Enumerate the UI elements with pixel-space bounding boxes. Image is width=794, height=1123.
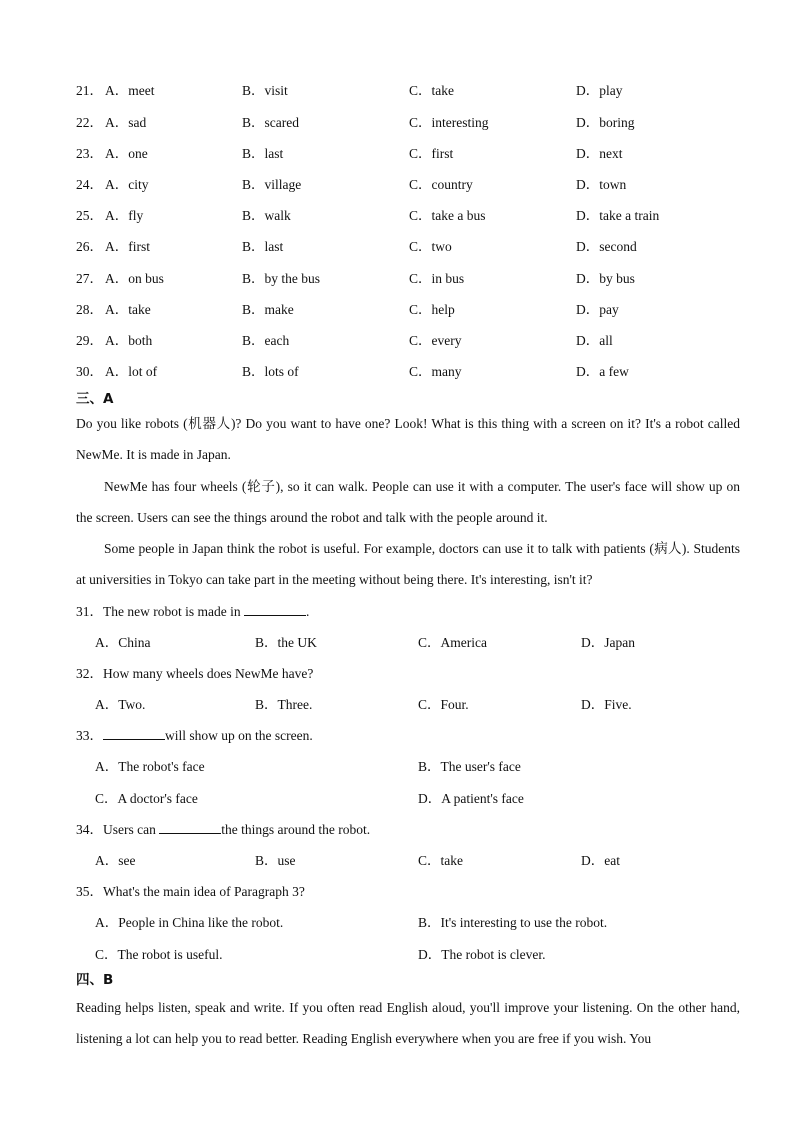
option-row xyxy=(76,237,756,257)
option-c[interactable]: C．A doctor's face xyxy=(95,791,198,806)
question-31 xyxy=(76,602,309,622)
question-32-options xyxy=(95,695,735,715)
question-number: 22． xyxy=(76,115,103,130)
question-33 xyxy=(76,726,313,746)
option-c[interactable]: C．take a bus xyxy=(409,208,486,223)
option-b[interactable]: B．by the bus xyxy=(242,271,321,286)
option-d[interactable]: D．all xyxy=(576,333,613,348)
option-d[interactable]: D．A patient's face xyxy=(418,791,524,806)
question-35-options-row-2 xyxy=(95,945,735,965)
option-a[interactable]: A．sad xyxy=(105,115,147,130)
option-c[interactable]: C．in bus xyxy=(409,271,465,286)
option-a[interactable]: A．see xyxy=(95,853,136,868)
option-b[interactable]: B．make xyxy=(242,302,294,317)
option-d[interactable]: D．pay xyxy=(576,302,619,317)
option-d[interactable]: D．boring xyxy=(576,115,635,130)
option-b[interactable]: B．lots of xyxy=(242,364,299,379)
option-a[interactable]: A．China xyxy=(95,635,151,650)
option-b[interactable]: B．visit xyxy=(242,83,288,98)
option-c[interactable]: C．help xyxy=(409,302,455,317)
option-c[interactable]: C．interesting xyxy=(409,115,489,130)
option-row xyxy=(76,144,756,164)
option-c[interactable]: C．America xyxy=(418,635,487,650)
option-a[interactable]: A．fly xyxy=(105,208,144,223)
option-row xyxy=(76,113,756,133)
section-title-4: 四、B xyxy=(76,972,114,988)
option-b[interactable]: B．last xyxy=(242,146,284,161)
question-number: 29． xyxy=(76,333,103,348)
question-number: 21． xyxy=(76,83,103,98)
passage-paragraph-3: Some people in Japan think the robot is useful. For example, doctors can use it to talk with patients (病人). Students at universities in Tokyo can take part in the meeting without being there. It's interesting, isn't it? xyxy=(76,541,740,587)
option-a[interactable]: A．Two. xyxy=(95,697,146,712)
option-d[interactable]: D．take a train xyxy=(576,208,660,223)
option-a[interactable]: A．on bus xyxy=(105,271,164,286)
option-c[interactable]: C．take xyxy=(409,83,454,98)
option-a[interactable]: A．first xyxy=(105,239,150,254)
option-b[interactable]: B．use xyxy=(255,853,296,868)
option-a[interactable]: A．one xyxy=(105,146,148,161)
option-a[interactable]: A．People in China like the robot. xyxy=(95,915,284,930)
option-b[interactable]: B．It's interesting to use the robot. xyxy=(418,915,608,930)
question-number: 30． xyxy=(76,364,103,379)
option-d[interactable]: D．play xyxy=(576,83,623,98)
question-number: 24． xyxy=(76,177,103,192)
question-33-number: 33． xyxy=(76,728,103,743)
option-row xyxy=(76,362,756,382)
option-row xyxy=(76,300,756,320)
option-b[interactable]: B．Three. xyxy=(255,697,313,712)
question-33-text: will show up on the screen. xyxy=(165,728,313,743)
option-row xyxy=(76,331,756,351)
question-31-end: . xyxy=(305,604,310,619)
question-number: 27． xyxy=(76,271,103,286)
option-a[interactable]: A．lot of xyxy=(105,364,158,379)
passage-b-paragraph-1: Reading helps listen, speak and write. If you often read English aloud, you'll improve your listening. On the other hand, listening a lot can help you to read better. Reading English everywhere when you are free if you wish. You xyxy=(76,1000,740,1046)
passage-paragraph-2: NewMe has four wheels (轮子), so it can walk. People can use it with a computer. The user's face will show up on the screen. Users can see the things around the robot and talk with the people around it. xyxy=(76,479,740,525)
option-b[interactable]: B．scared xyxy=(242,115,299,130)
option-d[interactable]: D．a few xyxy=(576,364,629,379)
question-31-text: 31．The new robot is made in xyxy=(76,604,244,619)
answer-blank[interactable] xyxy=(103,727,165,740)
option-c[interactable]: C．first xyxy=(409,146,454,161)
option-d[interactable]: D．eat xyxy=(581,853,620,868)
option-row xyxy=(76,269,756,289)
option-d[interactable]: D．by bus xyxy=(576,271,635,286)
option-c[interactable]: C．Four. xyxy=(418,697,469,712)
option-c[interactable]: C．The robot is useful. xyxy=(95,947,223,962)
option-b[interactable]: B．walk xyxy=(242,208,291,223)
option-d[interactable]: D．next xyxy=(576,146,623,161)
option-a[interactable]: A．take xyxy=(105,302,151,317)
option-b[interactable]: B．each xyxy=(242,333,290,348)
question-35: 35．What's the main idea of Paragraph 3? xyxy=(76,884,305,899)
option-row xyxy=(76,206,756,226)
question-34-options xyxy=(95,851,735,871)
option-d[interactable]: D．Five. xyxy=(581,697,632,712)
question-number: 23． xyxy=(76,146,103,161)
question-34-text: 34．Users can xyxy=(76,822,160,837)
option-b[interactable]: B．the UK xyxy=(255,635,317,650)
option-a[interactable]: A．city xyxy=(105,177,149,192)
option-d[interactable]: D．second xyxy=(576,239,637,254)
question-number: 28． xyxy=(76,302,103,317)
option-d[interactable]: D．The robot is clever. xyxy=(418,947,546,962)
question-33-options-row-2 xyxy=(95,789,735,809)
option-a[interactable]: A．both xyxy=(105,333,153,348)
option-d[interactable]: D．town xyxy=(576,177,627,192)
answer-blank[interactable] xyxy=(244,603,306,616)
section-title-3: 三、A xyxy=(76,391,114,407)
option-b[interactable]: B．village xyxy=(242,177,302,192)
option-row xyxy=(76,175,756,195)
question-31-options xyxy=(95,633,735,653)
question-32: 32．How many wheels does NewMe have? xyxy=(76,666,314,681)
option-b[interactable]: B．last xyxy=(242,239,284,254)
option-row xyxy=(76,81,756,101)
question-number: 25． xyxy=(76,208,103,223)
option-a[interactable]: A．meet xyxy=(105,83,155,98)
option-a[interactable]: A．The robot's face xyxy=(95,759,205,774)
question-33-options-row-1 xyxy=(95,757,735,777)
option-c[interactable]: C．every xyxy=(409,333,462,348)
option-c[interactable]: C．two xyxy=(409,239,452,254)
option-d[interactable]: D．Japan xyxy=(581,635,635,650)
option-c[interactable]: C．many xyxy=(409,364,462,379)
question-34 xyxy=(76,820,370,840)
option-c[interactable]: C．country xyxy=(409,177,473,192)
passage-paragraph-1: Do you like robots (机器人)? Do you want to have one? Look! What is this thing with a screen on it? It's a robot called NewMe. It is made in Japan. xyxy=(76,416,740,462)
question-34-end: the things around the robot. xyxy=(221,822,371,837)
question-number: 26． xyxy=(76,239,103,254)
question-35-options-row-1 xyxy=(95,913,735,933)
option-b[interactable]: B．The user's face xyxy=(418,759,521,774)
option-c[interactable]: C．take xyxy=(418,853,463,868)
answer-blank[interactable] xyxy=(159,821,221,834)
